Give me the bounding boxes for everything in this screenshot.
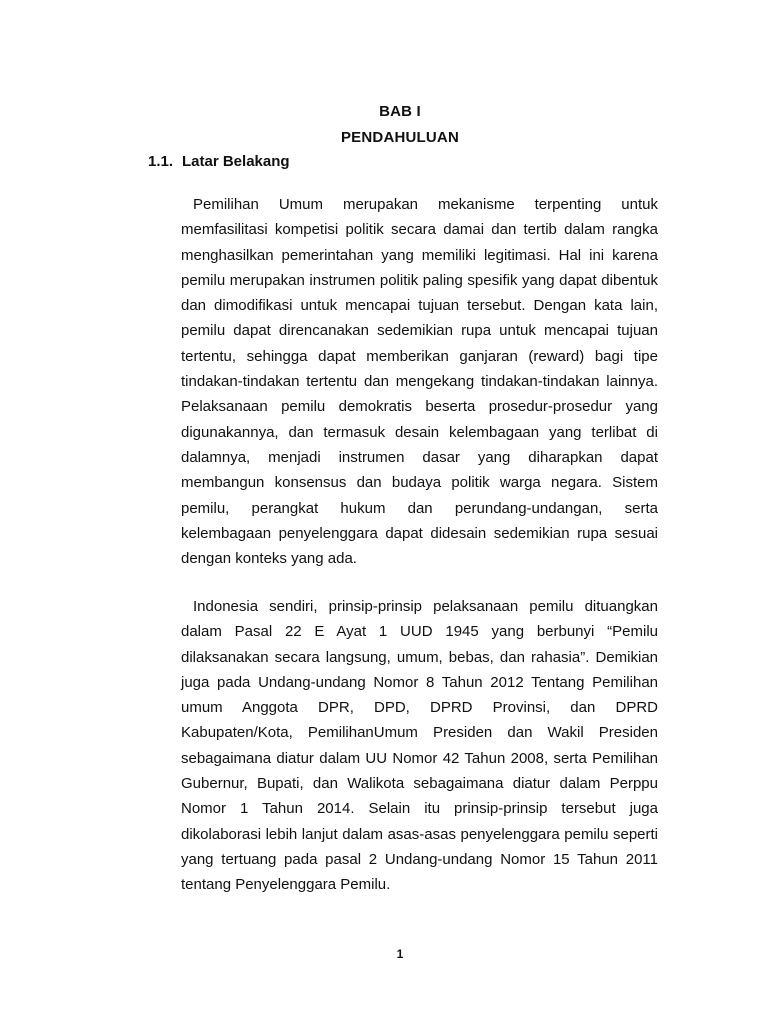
- page-number: 1: [396, 947, 404, 961]
- body-paragraph: Indonesia sendiri, prinsip-prinsip pelaksanaan pemilu dituangkan dalam Pasal 22 E Ayat 1 UUD 1945 yang berbunyi “Pemilu dilaksanakan secara langsung, umum, bebas, dan rahasia”. Demikian juga pada Undang-undang Nomor 8 Tahun 2012 Tentang Pemilihan umum Anggota DPR, DPD, DPRD Provinsi, dan DPRD Kabupaten/Kota, PemilihanUmum Presiden dan Wakil Presiden sebagaimana diatur dalam UU Nomor 42 Tahun 2008, serta Pemilihan Gubernur, Bupati, dan Walikota sebagaimana diatur dalam Perppu Nomor 1 Tahun 2014. Selain itu prinsip-prinsip tersebut juga dikolaborasi lebih lanjut dalam asas-asas penyelenggara pemilu seperti yang tertuang pada pasal 2 Undang-undang Nomor 15 Tahun 2011 tentang Penyelenggara Pemilu.: [181, 598, 658, 894]
- body-paragraph: Pemilihan Umum merupakan mekanisme terpenting untuk memfasilitasi kompetisi politik secara damai dan tertib dalam rangka menghasilkan pemerintahan yang memiliki legitimasi. Hal ini karena pemilu merupakan instrumen politik paling spesifik yang dapat dibentuk dan dimodifikasi untuk mencapai tujuan tersebut. Dengan kata lain, pemilu dapat direncanakan sedemikian rupa untuk mencapai tujuan tertentu, sehingga dapat memberikan ganjaran (reward) bagi tipe tindakan-tindakan tertentu dan mengekang tindakan-tindakan lainnya. Pelaksanaan pemilu demokratis beserta prosedur-prosedur yang digunakannya, dan termasuk desain kelembagaan yang terlibat di dalamnya, menjadi instrumen dasar yang diharapkan dapat membangun konsensus dan budaya politik warga negara. Sistem pemilu, perangkat hukum dan perundang-undangan, serta kelembagaan penyelenggara dapat didesain sedemikian rupa sesuai dengan konteks yang ada.: [181, 196, 658, 568]
- section-number: 1.1.: [148, 153, 174, 170]
- chapter-number: BAB I: [379, 103, 421, 120]
- chapter-title: PENDAHULUAN: [340, 129, 460, 146]
- section-heading: [148, 153, 290, 170]
- section-title: Latar Belakang: [182, 153, 290, 170]
